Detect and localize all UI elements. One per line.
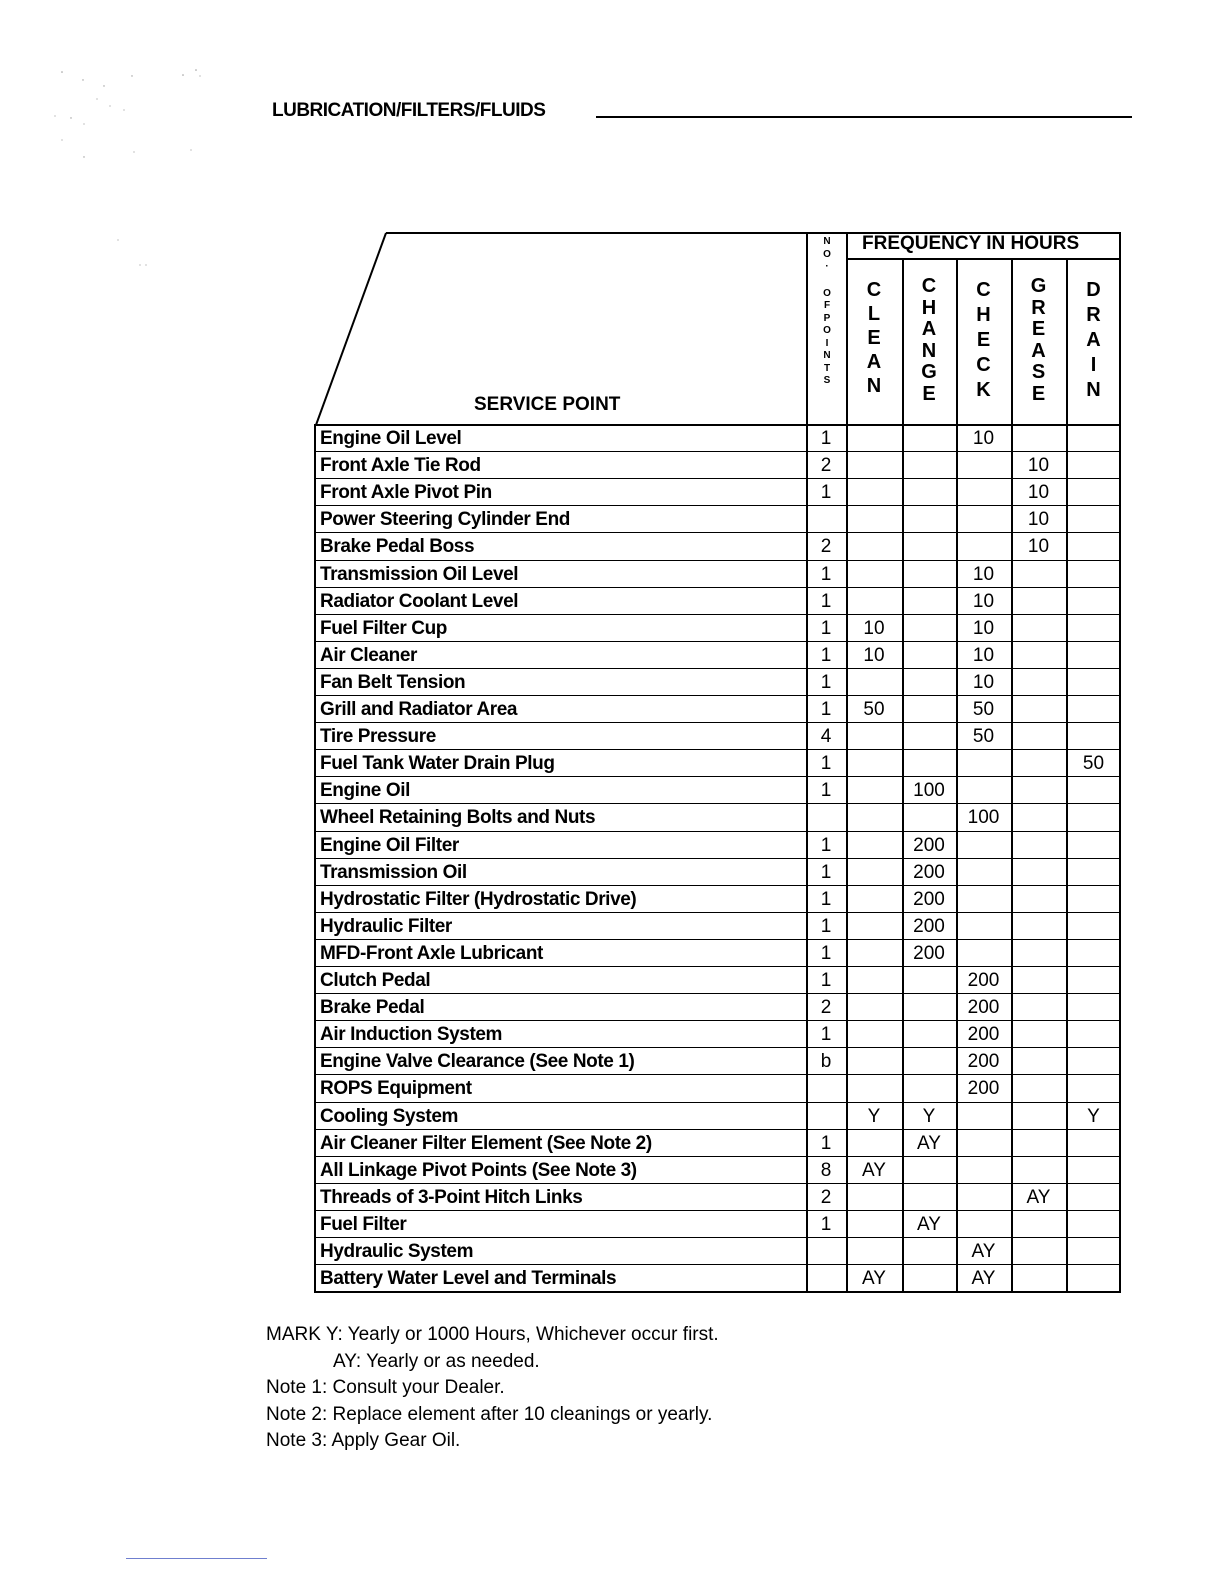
points-cell: 1 <box>820 563 832 585</box>
grease-cell: AY <box>1026 1186 1051 1208</box>
change-cell: 200 <box>913 942 945 964</box>
service-point-cell: Power Steering Cylinder End <box>320 509 570 531</box>
service-point-cell: Brake Pedal Boss <box>320 536 475 558</box>
points-cell: b <box>820 1051 832 1073</box>
column-header-letter: I <box>1090 354 1097 376</box>
points-header-letter: F <box>823 300 831 311</box>
points-cell: 1 <box>820 428 832 449</box>
service-point-cell: Air Induction System <box>320 1024 503 1046</box>
service-point-cell: All Linkage Pivot Points (See Note 3) <box>320 1159 637 1181</box>
service-point-cell: Front Axle Tie Rod <box>320 455 481 477</box>
service-point-cell: Fuel Filter Cup <box>320 617 448 639</box>
points-cell: 1 <box>820 1213 832 1235</box>
check-cell: 50 <box>972 726 995 748</box>
service-point-cell: Cooling System <box>320 1105 458 1127</box>
service-point-cell: ROPS Equipment <box>320 1078 472 1100</box>
points-cell: 2 <box>820 536 832 558</box>
column-header-letter: C <box>976 354 991 376</box>
service-point-cell: Hydrostatic Filter (Hydrostatic Drive) <box>320 888 637 910</box>
points-cell: 1 <box>820 1024 832 1046</box>
column-header-letter: H <box>976 304 991 326</box>
column-header-letter: E <box>867 327 881 349</box>
points-cell: 1 <box>820 617 832 639</box>
service-point-cell: Grill and Radiator Area <box>320 699 518 720</box>
column-header-letter: C <box>921 275 937 297</box>
column-header-letter: K <box>976 379 991 401</box>
service-point-cell: Tire Pressure <box>320 726 436 748</box>
change-cell: 200 <box>913 915 945 937</box>
mark-y-note: MARK Y: Yearly or 1000 Hours, Whichever occur first. <box>266 1324 719 1345</box>
service-point-cell: Air Cleaner Filter Element (See Note 2) <box>320 1132 652 1154</box>
service-point-cell: Hydraulic Filter <box>320 915 452 937</box>
check-cell: 200 <box>967 1024 1000 1046</box>
footer-rule <box>126 1558 267 1559</box>
service-point-cell: Hydraulic System <box>320 1241 474 1262</box>
points-header-letter: O <box>823 325 831 336</box>
points-cell: 8 <box>820 1159 832 1181</box>
drain-cell: 50 <box>1082 753 1105 775</box>
column-header-letter: S <box>1031 361 1046 383</box>
column-header-letter: L <box>867 303 881 325</box>
points-cell: 4 <box>820 726 832 748</box>
points-header-letter: P <box>823 312 831 324</box>
clean-cell: Y <box>867 1105 881 1127</box>
service-point-cell: Threads of 3-Point Hitch Links <box>320 1186 583 1208</box>
clean-cell: AY <box>862 1159 886 1181</box>
change-cell: 200 <box>913 861 945 883</box>
page-title: LUBRICATION/FILTERS/FLUIDS <box>272 100 546 121</box>
points-cell: 1 <box>820 834 832 856</box>
grease-cell: 10 <box>1027 509 1050 531</box>
points-cell: 2 <box>820 997 832 1019</box>
note-1: Note 1: Consult your Dealer. <box>266 1377 505 1398</box>
maintenance-table <box>314 232 1121 1292</box>
check-cell: 10 <box>972 617 995 639</box>
check-cell: AY <box>971 1241 996 1262</box>
points-cell: 1 <box>820 753 832 775</box>
check-cell: 10 <box>972 590 995 612</box>
points-cell: 2 <box>820 1186 832 1208</box>
service-point-cell: Air Cleaner <box>320 644 417 666</box>
points-cell: 1 <box>820 644 832 666</box>
corner-diagonal <box>314 232 394 426</box>
points-cell: 2 <box>820 455 832 477</box>
column-header-letter: A <box>1031 339 1046 362</box>
points-column-header <box>819 236 835 388</box>
service-point-cell: Transmission Oil <box>320 861 467 883</box>
change-cell: 100 <box>913 780 945 802</box>
change-cell: 200 <box>913 834 945 856</box>
column-header-check <box>956 278 1011 403</box>
change-cell: AY <box>917 1132 941 1154</box>
column-header-letter: N <box>866 375 882 397</box>
check-cell: 50 <box>972 699 995 720</box>
service-point-cell: Radiator Coolant Level <box>320 590 519 612</box>
service-point-cell: Front Axle Pivot Pin <box>320 482 492 504</box>
column-header-change <box>902 276 956 405</box>
table-left-border <box>314 424 316 1293</box>
grease-cell: 10 <box>1027 536 1050 558</box>
check-cell: AY <box>971 1268 996 1290</box>
points-cell: 1 <box>820 915 832 937</box>
points-header-letter: O <box>823 287 831 299</box>
freq-col-border <box>1011 258 1013 1293</box>
service-point-cell: Engine Oil Level <box>320 428 462 449</box>
title-rule <box>596 116 1132 118</box>
column-header-letter: R <box>1031 296 1046 319</box>
column-header-letter: E <box>1031 318 1046 340</box>
change-cell: 200 <box>913 888 945 910</box>
points-header-letter: T <box>823 362 831 374</box>
check-cell: 200 <box>967 970 1000 991</box>
service-point-cell: Fan Belt Tension <box>320 671 466 693</box>
points-cell: 1 <box>820 780 832 802</box>
service-point-label: SERVICE POINT <box>474 394 621 415</box>
column-header-drain <box>1066 278 1121 403</box>
clean-cell: AY <box>862 1268 886 1290</box>
service-point-cell: Engine Valve Clearance (See Note 1) <box>320 1051 635 1073</box>
column-header-letter: C <box>976 279 991 301</box>
frequency-header-rule <box>846 258 1121 260</box>
points-header-letter: · <box>825 261 829 272</box>
check-cell: 10 <box>972 563 995 585</box>
service-point-cell: Battery Water Level and Terminals <box>320 1268 617 1290</box>
points-cell: 1 <box>820 861 832 883</box>
service-point-cell: Fuel Filter <box>320 1213 407 1235</box>
column-header-letter: D <box>1086 279 1101 301</box>
column-header-clean <box>846 278 902 398</box>
check-cell: 200 <box>967 1051 1000 1073</box>
check-cell: 10 <box>972 644 995 666</box>
points-cell: 1 <box>820 671 832 693</box>
column-header-letter: R <box>1086 304 1101 326</box>
column-header-letter: N <box>1086 379 1101 401</box>
column-header-letter: E <box>1031 382 1046 405</box>
points-cell: 1 <box>820 970 832 991</box>
points-header-letter: I <box>825 337 829 349</box>
grease-cell: 10 <box>1027 482 1050 504</box>
column-header-letter: A <box>1086 329 1101 351</box>
points-header-letter: S <box>823 375 831 386</box>
service-point-cell: Brake Pedal <box>320 997 425 1019</box>
column-header-letter: G <box>1030 275 1047 297</box>
check-cell: 10 <box>972 671 995 693</box>
points-cell: 1 <box>820 888 832 910</box>
clean-cell: 10 <box>863 644 885 666</box>
clean-cell: 50 <box>863 699 885 720</box>
column-header-letter: G <box>921 361 937 383</box>
frequency-title: FREQUENCY IN HOURS <box>862 233 1080 254</box>
column-header-letter: N <box>921 339 937 362</box>
legend-notes <box>266 1322 719 1455</box>
check-cell: 200 <box>967 1078 1000 1100</box>
scan-specks <box>0 0 220 280</box>
check-cell: 10 <box>972 428 995 449</box>
corner-diagonal-line <box>316 233 386 425</box>
freq-col-border <box>956 258 958 1293</box>
note-2: Note 2: Replace element after 10 cleanings or yearly. <box>266 1403 713 1425</box>
column-header-letter: E <box>976 329 991 351</box>
check-cell: 100 <box>967 807 1000 829</box>
column-header-letter: A <box>921 318 937 340</box>
column-header-letter: C <box>866 279 882 301</box>
clean-cell: 10 <box>863 617 885 639</box>
points-header-letter: N <box>823 350 831 361</box>
service-point-cell: MFD-Front Axle Lubricant <box>320 942 543 964</box>
points-cell: 1 <box>820 699 832 720</box>
column-header-grease <box>1011 276 1066 405</box>
change-cell: Y <box>922 1105 936 1127</box>
column-header-letter: A <box>866 351 882 373</box>
points-cell: 1 <box>820 482 832 504</box>
points-cell: 1 <box>820 942 832 964</box>
mark-ay-note: AY: Yearly or as needed. <box>333 1350 540 1372</box>
column-header-letter: H <box>921 296 937 319</box>
points-header-letter: O <box>823 248 831 260</box>
service-point-cell: Engine Oil Filter <box>320 834 459 856</box>
column-header-letter: E <box>922 382 936 405</box>
grease-cell: 10 <box>1027 455 1050 477</box>
service-point-cell: Clutch Pedal <box>320 970 431 991</box>
drain-cell: Y <box>1087 1105 1100 1127</box>
change-cell: AY <box>917 1213 941 1235</box>
service-point-cell: Transmission Oil Level <box>320 563 519 585</box>
points-cell: 1 <box>820 590 832 612</box>
service-point-cell: Fuel Tank Water Drain Plug <box>320 753 555 775</box>
service-point-cell: Wheel Retaining Bolts and Nuts <box>320 807 596 829</box>
points-cell: 1 <box>820 1132 832 1154</box>
check-cell: 200 <box>967 997 1000 1019</box>
note-3: Note 3: Apply Gear Oil. <box>266 1430 461 1451</box>
points-header-letter: N <box>823 236 831 247</box>
service-point-cell: Engine Oil <box>320 780 410 802</box>
